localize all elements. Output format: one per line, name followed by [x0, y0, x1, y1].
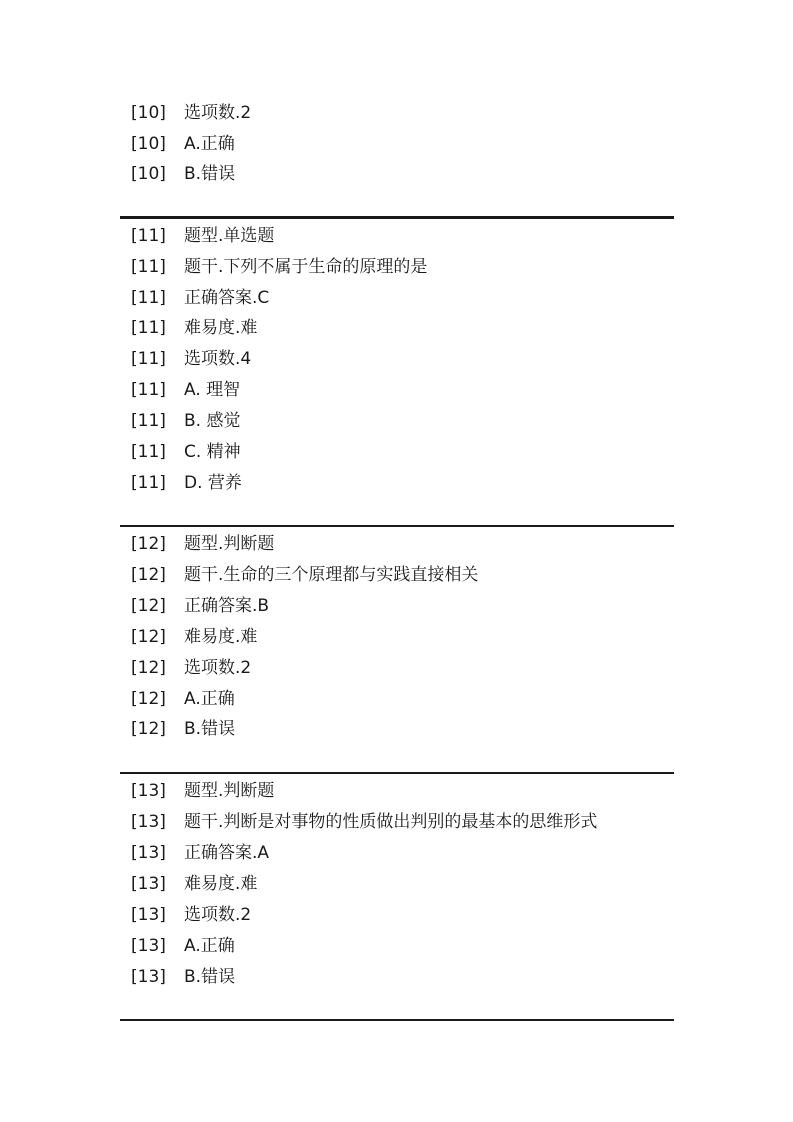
question-number: [12]: [131, 658, 166, 678]
line-text: 题型.判断题: [184, 534, 275, 554]
separator-rule: [120, 772, 674, 774]
line-text: C. 精神: [184, 442, 241, 462]
line-text: 题干.下列不属于生命的原理的是: [184, 257, 428, 277]
separator-rule: [120, 216, 674, 219]
question-number: [13]: [131, 781, 166, 801]
question-number: [12]: [131, 719, 166, 739]
question-number: [11]: [131, 411, 166, 431]
line-text: 难易度.难: [184, 318, 258, 338]
question-number: [12]: [131, 627, 166, 647]
line-text: 选项数.2: [184, 658, 252, 678]
question-number: [12]: [131, 534, 166, 554]
line-text: B.错误: [184, 719, 236, 739]
question-number: [11]: [131, 349, 166, 369]
line-text: 难易度.难: [184, 627, 258, 647]
line-text: 正确答案.A: [184, 843, 270, 863]
question-number: [11]: [131, 380, 166, 400]
question-number: [12]: [131, 689, 166, 709]
line-text: B.错误: [184, 164, 236, 184]
line-text: 题干.判断是对事物的性质做出判别的最基本的思维形式: [184, 812, 598, 832]
line-text: A. 理智: [184, 380, 241, 400]
line-text: 选项数.2: [184, 905, 252, 925]
line-text: 题型.单选题: [184, 226, 275, 246]
line-text: A.正确: [184, 134, 235, 154]
question-number: [11]: [131, 257, 166, 277]
question-number: [11]: [131, 318, 166, 338]
question-number: [10]: [131, 164, 166, 184]
question-number: [12]: [131, 596, 166, 616]
separator-rule: [120, 1019, 674, 1021]
question-number: [10]: [131, 134, 166, 154]
question-number: [13]: [131, 843, 166, 863]
question-number: [13]: [131, 874, 166, 894]
separator-rule: [120, 525, 674, 527]
line-text: A.正确: [184, 689, 235, 709]
line-text: 选项数.2: [184, 103, 252, 123]
line-text: 题型.判断题: [184, 781, 275, 801]
line-text: 题干.生命的三个原理都与实践直接相关: [184, 565, 479, 585]
question-number: [11]: [131, 442, 166, 462]
line-text: 难易度.难: [184, 874, 258, 894]
line-text: B.错误: [184, 967, 236, 987]
question-number: [11]: [131, 288, 166, 308]
question-number: [13]: [131, 905, 166, 925]
line-text: 选项数.4: [184, 349, 252, 369]
question-number: [13]: [131, 967, 166, 987]
question-number: [12]: [131, 565, 166, 585]
line-text: D. 营养: [184, 473, 242, 493]
question-number: [13]: [131, 812, 166, 832]
question-number: [11]: [131, 226, 166, 246]
line-text: B. 感觉: [184, 411, 241, 431]
line-text: 正确答案.B: [184, 596, 270, 616]
question-number: [10]: [131, 103, 166, 123]
line-text: 正确答案.C: [184, 288, 270, 308]
question-number: [11]: [131, 473, 166, 493]
question-number: [13]: [131, 936, 166, 956]
line-text: A.正确: [184, 936, 235, 956]
